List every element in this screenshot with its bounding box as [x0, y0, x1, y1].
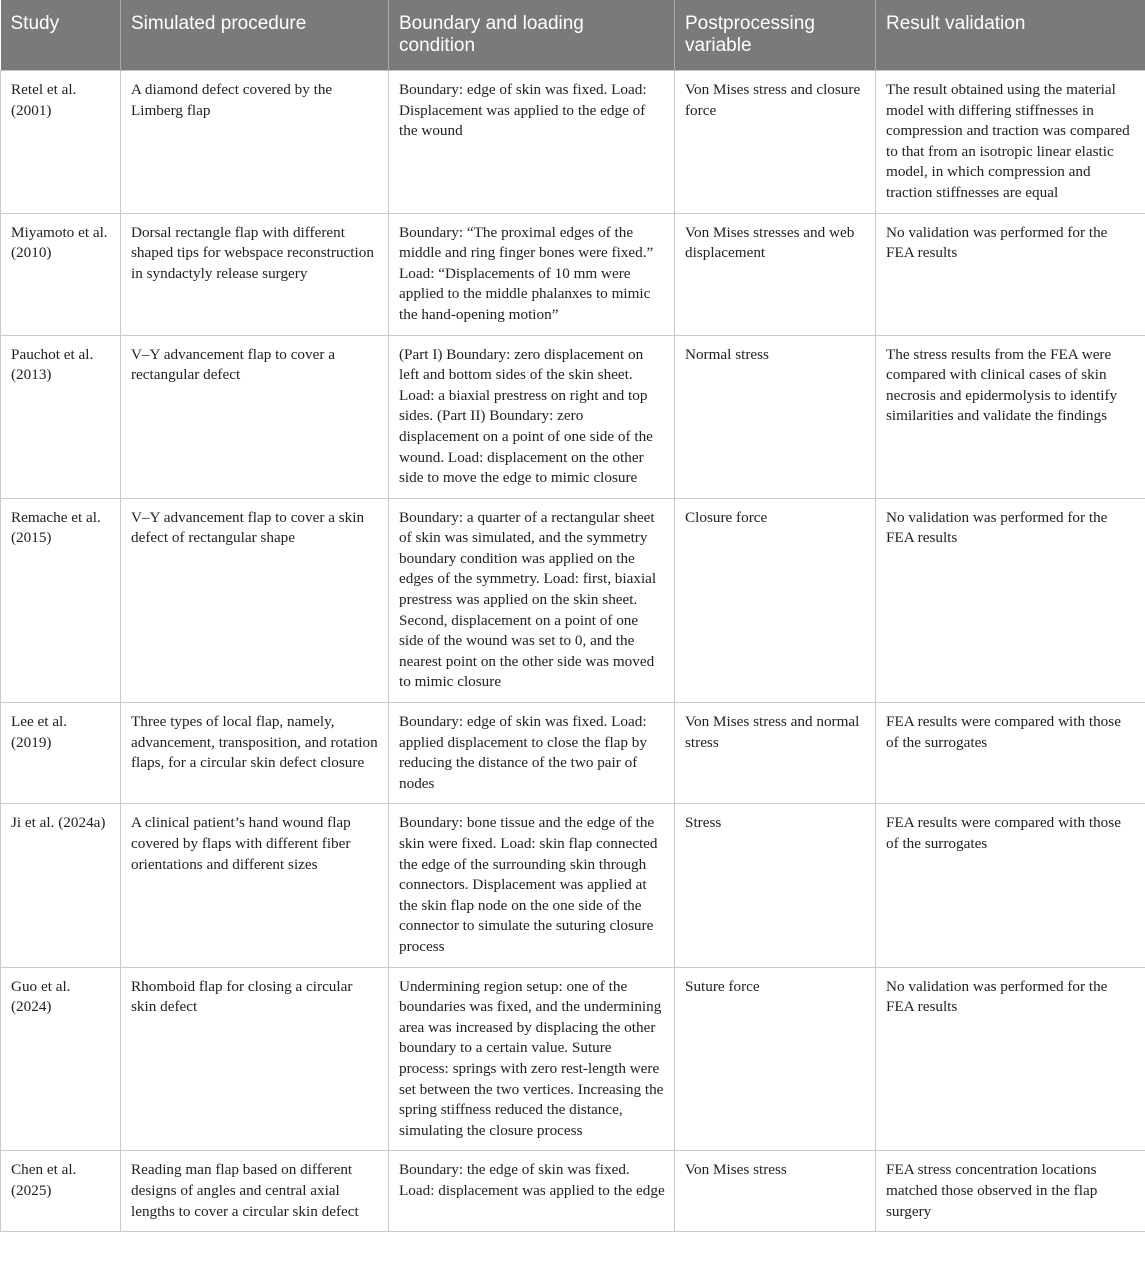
cell-variable: Von Mises stresses and web displacement	[675, 213, 876, 335]
cell-validation: FEA results were compared with those of the surrogates	[876, 703, 1145, 804]
table-row	[1, 703, 1145, 804]
cell-variable: Normal stress	[675, 335, 876, 498]
cell-procedure: Reading man flap based on different designs of angles and central axial lengths to cover a circular skin defect	[121, 1151, 389, 1232]
cell-study: Chen et al. (2025)	[1, 1151, 121, 1232]
cell-procedure: A diamond defect covered by the Limberg flap	[121, 71, 389, 214]
cell-variable: Stress	[675, 804, 876, 967]
header-variable: Postprocessing variable	[675, 0, 876, 71]
cell-boundary: (Part I) Boundary: zero displacement on left and bottom sides of the skin sheet. Load: a biaxial prestress on right and top sides. (Part II) Boundary: zero displacement on a point of one side of the wound. Load: displacement on the other side to move the edge to mimic closure	[389, 335, 675, 498]
header-study: Study	[1, 0, 121, 71]
cell-variable: Suture force	[675, 967, 876, 1151]
cell-procedure: V–Y advancement flap to cover a rectangular defect	[121, 335, 389, 498]
cell-study: Guo et al. (2024)	[1, 967, 121, 1151]
cell-procedure: V–Y advancement flap to cover a skin defect of rectangular shape	[121, 498, 389, 702]
cell-validation: No validation was performed for the FEA results	[876, 498, 1145, 702]
cell-boundary: Boundary: “The proximal edges of the middle and ring finger bones were fixed.” Load: “Displacements of 10 mm were applied to the middle phalanxes to mimic the hand-opening motion”	[389, 213, 675, 335]
cell-validation: The stress results from the FEA were compared with clinical cases of skin necrosis and epidermolysis to identify similarities and validate the findings	[876, 335, 1145, 498]
cell-boundary: Boundary: bone tissue and the edge of the skin were fixed. Load: skin flap connected the edge of the surrounding skin through connectors. Displacement was applied at the skin flap node on the one side of the connector to simulate the suturing closure process	[389, 804, 675, 967]
cell-variable: Von Mises stress and closure force	[675, 71, 876, 214]
table-row	[1, 498, 1145, 702]
header-procedure: Simulated procedure	[121, 0, 389, 71]
cell-variable: Von Mises stress and normal stress	[675, 703, 876, 804]
cell-study: Ji et al. (2024a)	[1, 804, 121, 967]
cell-validation: FEA stress concentration locations matched those observed in the flap surgery	[876, 1151, 1145, 1232]
cell-boundary: Undermining region setup: one of the boundaries was fixed, and the undermining area was increased by displacing the other boundary to a certain value. Suture process: springs with zero rest-length were set between the two vertices. Increasing the spring stiffness reduced the distance, simulating the closure process	[389, 967, 675, 1151]
table-row	[1, 71, 1145, 214]
cell-boundary: Boundary: edge of skin was fixed. Load: applied displacement to close the flap by reducing the distance of the two pair of nodes	[389, 703, 675, 804]
cell-boundary: Boundary: edge of skin was fixed. Load: Displacement was applied to the edge of the wound	[389, 71, 675, 214]
cell-study: Lee et al. (2019)	[1, 703, 121, 804]
cell-variable: Von Mises stress	[675, 1151, 876, 1232]
cell-study: Retel et al. (2001)	[1, 71, 121, 214]
cell-procedure: Dorsal rectangle flap with different shaped tips for webspace reconstruction in syndactyly release surgery	[121, 213, 389, 335]
cell-study: Remache et al. (2015)	[1, 498, 121, 702]
cell-study: Miyamoto et al. (2010)	[1, 213, 121, 335]
cell-validation: No validation was performed for the FEA results	[876, 967, 1145, 1151]
table-row	[1, 213, 1145, 335]
header-boundary: Boundary and loading condition	[389, 0, 675, 71]
cell-study: Pauchot et al. (2013)	[1, 335, 121, 498]
cell-validation: No validation was performed for the FEA results	[876, 213, 1145, 335]
table-row	[1, 804, 1145, 967]
header-validation: Result validation	[876, 0, 1145, 71]
cell-procedure: A clinical patient’s hand wound flap covered by flaps with different fiber orientations and different sizes	[121, 804, 389, 967]
cell-validation: FEA results were compared with those of the surrogates	[876, 804, 1145, 967]
cell-validation: The result obtained using the material model with differing stiffnesses in compression and traction was compared to that from an isotropic linear elastic model, in which compression and traction stiffnesses are equal	[876, 71, 1145, 214]
table-row	[1, 1151, 1145, 1232]
cell-procedure: Three types of local flap, namely, advancement, transposition, and rotation flaps, for a circular skin defect closure	[121, 703, 389, 804]
cell-boundary: Boundary: the edge of skin was fixed. Load: displacement was applied to the edge	[389, 1151, 675, 1232]
table-row	[1, 967, 1145, 1151]
cell-procedure: Rhomboid flap for closing a circular skin defect	[121, 967, 389, 1151]
cell-boundary: Boundary: a quarter of a rectangular sheet of skin was simulated, and the symmetry boundary condition was applied on the edges of the symmetry. Load: first, biaxial prestress was applied on the skin sheet. Second, displacement on a point of one side of the wound was set to 0, and the nearest point on the other side was moved to mimic closure	[389, 498, 675, 702]
cell-variable: Closure force	[675, 498, 876, 702]
table-row	[1, 335, 1145, 498]
header-row	[1, 0, 1145, 71]
